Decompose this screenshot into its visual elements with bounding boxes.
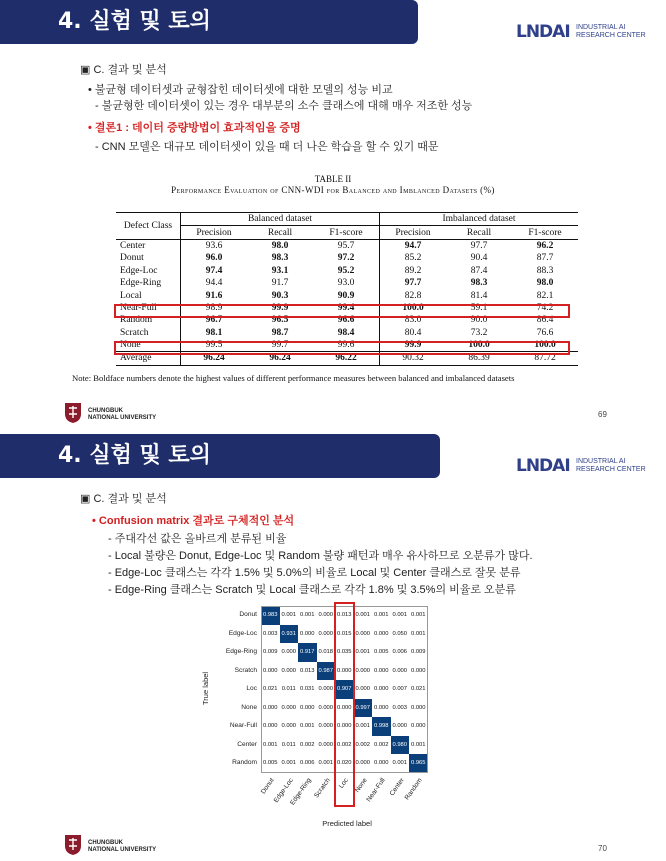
defect-class-cell: Donut xyxy=(116,252,181,264)
value-cell: 98.3 xyxy=(470,278,488,289)
value-cell: 98.0 xyxy=(271,240,289,251)
value-cell: 90.9 xyxy=(313,289,380,301)
matrix-cell: 0.000 xyxy=(261,662,280,681)
value-cell: 82.8 xyxy=(404,290,422,301)
matrix-cell: 0.000 xyxy=(317,699,336,718)
column-label: Center xyxy=(388,776,406,797)
matrix-cell: 0.980 xyxy=(391,736,410,755)
matrix-cell: 0.050 xyxy=(391,625,410,644)
value-cell: 91.6 xyxy=(205,290,223,301)
matrix-cell: 0.001 xyxy=(280,606,299,625)
matrix-cell: 0.000 xyxy=(335,662,354,681)
value-cell: 98.0 xyxy=(536,278,554,289)
defect-class-cell: Edge-Loc xyxy=(116,265,181,277)
matrix-cell: 0.002 xyxy=(372,736,391,755)
university-name-line2: NATIONAL UNIVERSITY xyxy=(88,415,157,421)
y-axis-label: True label xyxy=(201,672,210,706)
value-cell: 96.5 xyxy=(271,315,289,326)
matrix-cell: 0.001 xyxy=(317,754,336,773)
matrix-cell: 0.018 xyxy=(317,643,336,662)
value-cell: 97.7 xyxy=(470,240,488,251)
slide-70 xyxy=(0,430,666,860)
value-cell: 95.7 xyxy=(313,239,380,252)
value-cell: 87.4 xyxy=(470,265,488,276)
matrix-cell: 0.000 xyxy=(372,754,391,773)
value-cell: 96.24 xyxy=(269,353,291,364)
matrix-cell: 0.000 xyxy=(317,625,336,644)
matrix-cell: 0.000 xyxy=(317,717,336,736)
matrix-cell: 0.000 xyxy=(354,625,373,644)
value-cell: 89.2 xyxy=(404,265,422,276)
matrix-cell: 0.931 xyxy=(280,625,299,644)
matrix-cell: 0.997 xyxy=(354,699,373,718)
sub-bullet-1: - 주대각선 값은 올바르게 분류된 비율 xyxy=(108,533,287,545)
highlighted-column-box xyxy=(334,602,355,807)
value-cell: 87.72 xyxy=(534,353,556,364)
matrix-cell: 0.003 xyxy=(261,625,280,644)
value-cell: 82.1 xyxy=(536,290,554,301)
column-label: Donut xyxy=(260,776,276,795)
matrix-cell: 0.000 xyxy=(280,699,299,718)
matrix-cell: 0.000 xyxy=(261,717,280,736)
highlight-near-full-row xyxy=(114,304,570,318)
defect-class-cell: Local xyxy=(116,289,181,301)
value-cell: 90.3 xyxy=(271,290,289,301)
matrix-cell: 0.001 xyxy=(372,606,391,625)
matrix-cell: 0.000 xyxy=(409,717,428,736)
defect-class-cell: None xyxy=(116,339,181,352)
header-f1: F1-score xyxy=(528,227,562,238)
matrix-cell: 0.013 xyxy=(298,662,317,681)
value-cell: 73.2 xyxy=(470,327,488,338)
matrix-cell: 0.006 xyxy=(298,754,317,773)
slide-title: 4. 실험 및 토의 xyxy=(0,434,440,478)
sub-bullet-1: - 불균형한 데이터셋이 있는 경우 대부분의 소수 클래스에 대해 매우 저조한 성능 xyxy=(95,100,473,112)
matrix-cell: 0.035 xyxy=(335,643,354,662)
logo-line2: RESEARCH CENTER xyxy=(576,32,646,39)
confusion-bullet: • Confusion matrix 결과로 구체적인 분석 xyxy=(92,515,295,527)
row-label: Edge-Ring xyxy=(225,648,257,655)
value-cell: 100.0 xyxy=(468,340,490,351)
matrix-cell: 0.000 xyxy=(298,699,317,718)
value-cell: 83.0 xyxy=(404,315,422,326)
header-balanced: Balanced dataset xyxy=(181,213,380,226)
table-row xyxy=(116,289,578,301)
section-heading: ▣ C. 결과 및 분석 xyxy=(80,64,167,76)
value-cell: 98.3 xyxy=(271,253,289,264)
sub-bullet-2: - Local 불량은 Donut, Edge-Loc 및 Random 불량 패턴과 매우 유사하므로 오분류가 많다. xyxy=(108,550,533,562)
matrix-cell: 0.000 xyxy=(391,662,410,681)
matrix-cell: 0.001 xyxy=(354,643,373,662)
matrix-cell: 0.000 xyxy=(372,680,391,699)
row-label: Scratch xyxy=(234,666,257,674)
university-shield-icon xyxy=(64,834,82,856)
matrix-cell: 0.987 xyxy=(317,662,336,681)
university-shield-icon xyxy=(64,402,82,424)
row-label: Loc xyxy=(246,685,257,692)
matrix-cell: 0.013 xyxy=(335,606,354,625)
defect-class-cell: Average xyxy=(116,352,181,365)
sub-bullet-2: - CNN 모델은 대규모 데이터셋이 있을 때 더 나은 학습을 할 수 있기 때문 xyxy=(95,141,439,153)
value-cell: 88.3 xyxy=(536,265,554,276)
value-cell: 81.4 xyxy=(470,290,488,301)
defect-class-cell: Center xyxy=(116,239,181,252)
highlight-none-row xyxy=(114,341,570,355)
row-label: Random xyxy=(232,759,257,766)
logo-line1: INDUSTRIAL AI xyxy=(576,458,626,465)
row-label: Center xyxy=(237,740,257,748)
matrix-cell: 0.000 xyxy=(409,662,428,681)
value-cell: 99.9 xyxy=(404,340,422,351)
value-cell: 97.7 xyxy=(404,278,422,289)
matrix-cell: 0.009 xyxy=(409,643,428,662)
header-f1: F1-score xyxy=(313,226,380,239)
value-cell: 76.6 xyxy=(536,327,554,338)
header-precision: Precision xyxy=(395,227,431,238)
confusion-matrix xyxy=(201,606,449,856)
header-precision: Precision xyxy=(196,227,232,238)
value-cell: 96.2 xyxy=(536,240,554,251)
value-cell: 90.0 xyxy=(470,315,488,326)
matrix-cell: 0.015 xyxy=(335,625,354,644)
matrix-cell: 0.001 xyxy=(409,625,428,644)
value-cell: 96.7 xyxy=(205,315,223,326)
matrix-cell: 0.000 xyxy=(372,662,391,681)
defect-class-cell: Edge-Ring xyxy=(116,277,181,289)
value-cell: 86.39 xyxy=(468,353,490,364)
value-cell: 100.0 xyxy=(534,340,556,351)
conclusion-bullet: • 결론1 : 데이터 증량방법이 효과적임을 증명 xyxy=(88,122,301,134)
matrix-cell: 0.020 xyxy=(335,754,354,773)
logo-mark: LNDAI xyxy=(516,22,570,42)
value-cell: 90.32 xyxy=(402,353,424,364)
matrix-cell: 0.000 xyxy=(391,717,410,736)
matrix-cell: 0.998 xyxy=(372,717,391,736)
defect-class-cell: Random xyxy=(116,314,181,326)
logo-line1: INDUSTRIAL AI xyxy=(576,24,626,31)
column-label: None xyxy=(353,776,369,794)
value-cell: 99.4 xyxy=(313,302,380,314)
matrix-cell: 0.000 xyxy=(409,699,428,718)
matrix-cell: 0.000 xyxy=(354,662,373,681)
value-cell: 90.4 xyxy=(470,253,488,264)
value-cell: 93.6 xyxy=(205,240,223,251)
value-cell: 93.1 xyxy=(271,265,289,276)
value-cell: 96.0 xyxy=(205,253,223,264)
row-label: Donut xyxy=(239,611,257,618)
matrix-cell: 0.000 xyxy=(280,717,299,736)
table-row xyxy=(116,277,578,289)
table-row xyxy=(116,327,578,339)
value-cell: 99.7 xyxy=(271,340,289,351)
row-label: Near-Full xyxy=(229,722,257,729)
matrix-cell: 0.011 xyxy=(280,736,299,755)
logo-mark: LNDAI xyxy=(516,456,570,476)
matrix-cell: 0.001 xyxy=(391,754,410,773)
matrix-cell: 0.009 xyxy=(261,643,280,662)
matrix-cell: 0.907 xyxy=(335,680,354,699)
sub-bullet-3: - Edge-Loc 클래스는 각각 1.5% 및 5.0%의 비율로 Local 및 Center 클래스로 잘못 분류 xyxy=(108,567,521,579)
table-note: Note: Boldface numbers denote the highest values of different performance measures between balanced and imbalanced datasets xyxy=(72,373,515,383)
table-row xyxy=(116,239,578,252)
matrix-cell: 0.000 xyxy=(372,625,391,644)
matrix-cell: 0.001 xyxy=(354,717,373,736)
matrix-cell: 0.001 xyxy=(354,606,373,625)
university-name-line1: CHUNGBUK xyxy=(88,408,123,414)
table-row xyxy=(116,252,578,264)
matrix-cell: 0.000 xyxy=(335,717,354,736)
matrix-cell: 0.001 xyxy=(298,717,317,736)
matrix-cell: 0.031 xyxy=(298,680,317,699)
logo-line2: RESEARCH CENTER xyxy=(576,466,646,473)
matrix-cell: 0.000 xyxy=(298,625,317,644)
matrix-cell: 0.917 xyxy=(298,643,317,662)
matrix-cell: 0.002 xyxy=(298,736,317,755)
table-caption: Performance Evaluation of CNN-WDI for Balanced and Imblanced Datasets (%) xyxy=(171,185,495,195)
matrix-cell: 0.007 xyxy=(391,680,410,699)
value-cell: 98.9 xyxy=(205,302,223,313)
value-cell: 99.6 xyxy=(313,339,380,352)
value-cell: 86.4 xyxy=(536,315,554,326)
x-axis-label: Predicted label xyxy=(322,818,372,828)
matrix-cell: 0.001 xyxy=(298,606,317,625)
slide-title: 4. 실험 및 토의 xyxy=(0,0,418,44)
defect-class-cell: Scratch xyxy=(116,327,181,339)
value-cell: 93.0 xyxy=(313,277,380,289)
matrix-cell: 0.001 xyxy=(261,736,280,755)
matrix-cell: 0.006 xyxy=(391,643,410,662)
column-label: Edge-Ring xyxy=(289,776,313,807)
sub-bullet-4: - Edge-Ring 클래스는 Scratch 및 Local 클래스로 각각 1.8% 및 3.5%의 비율로 오분류 xyxy=(108,584,516,596)
matrix-cell: 0.000 xyxy=(317,606,336,625)
matrix-cell: 0.001 xyxy=(280,754,299,773)
table-row xyxy=(116,265,578,277)
value-cell: 87.7 xyxy=(536,253,554,264)
column-label: Loc xyxy=(338,776,350,790)
university-name-line2: NATIONAL UNIVERSITY xyxy=(88,847,157,853)
matrix-cell: 0.001 xyxy=(409,606,428,625)
matrix-cell: 0.000 xyxy=(335,699,354,718)
header-recall: Recall xyxy=(267,227,293,238)
value-cell: 99.5 xyxy=(205,340,223,351)
value-cell: 74.2 xyxy=(536,302,554,313)
header-defect-class: Defect Class xyxy=(116,213,181,240)
matrix-cell: 0.001 xyxy=(409,736,428,755)
table-label: TABLE II xyxy=(314,174,352,184)
matrix-cell: 0.002 xyxy=(335,736,354,755)
university-name xyxy=(88,408,156,422)
value-cell: 80.4 xyxy=(404,327,422,338)
matrix-cell: 0.965 xyxy=(409,754,428,773)
header-imbalanced: Imbalanced dataset xyxy=(380,213,579,226)
page-number: 69 xyxy=(598,410,607,419)
matrix-cell: 0.021 xyxy=(261,680,280,699)
matrix-cell: 0.000 xyxy=(354,680,373,699)
matrix-cell: 0.011 xyxy=(280,680,299,699)
matrix-cell: 0.000 xyxy=(280,662,299,681)
column-label: Edge-Loc xyxy=(272,776,295,804)
value-cell: 96.24 xyxy=(203,353,225,364)
matrix-cell: 0.002 xyxy=(354,736,373,755)
value-cell: 99.9 xyxy=(271,302,289,313)
matrix-cell: 0.000 xyxy=(261,699,280,718)
row-label: None xyxy=(241,703,257,711)
column-label: Near-Full xyxy=(365,776,387,803)
matrix-cell: 0.001 xyxy=(391,606,410,625)
value-cell: 97.2 xyxy=(313,252,380,264)
matrix-cell: 0.000 xyxy=(354,754,373,773)
value-cell: 94.4 xyxy=(205,278,223,289)
matrix-cell: 0.000 xyxy=(317,680,336,699)
bullet-1: • 불균형 데이터셋과 균형잡힌 데이터셋에 대한 모델의 성능 비교 xyxy=(88,84,393,96)
value-cell: 96.6 xyxy=(313,314,380,326)
matrix-cell: 0.005 xyxy=(261,754,280,773)
matrix-cell: 0.000 xyxy=(317,736,336,755)
value-cell: 98.1 xyxy=(205,327,223,338)
value-cell: 85.2 xyxy=(404,253,422,264)
value-cell: 94.7 xyxy=(404,240,422,251)
university-name xyxy=(88,840,156,854)
value-cell: 100.0 xyxy=(402,302,424,313)
page-number: 70 xyxy=(598,844,607,853)
value-cell: 95.2 xyxy=(313,265,380,277)
slide-69 xyxy=(0,0,666,430)
matrix-cell: 0.005 xyxy=(372,643,391,662)
header-recall: Recall xyxy=(466,227,492,238)
value-cell: 96.22 xyxy=(313,352,380,365)
university-name-line1: CHUNGBUK xyxy=(88,840,123,846)
matrix-cell: 0.000 xyxy=(372,699,391,718)
column-label: Random xyxy=(403,776,424,801)
matrix-cell: 0.000 xyxy=(280,643,299,662)
matrix-cell: 0.983 xyxy=(261,606,280,625)
defect-class-cell: Near-Full xyxy=(116,302,181,314)
section-heading: ▣ C. 결과 및 분석 xyxy=(80,493,167,505)
value-cell: 98.4 xyxy=(313,327,380,339)
column-label: Scratch xyxy=(312,776,332,799)
value-cell: 91.7 xyxy=(271,278,289,289)
matrix-cell: 0.021 xyxy=(409,680,428,699)
matrix-cell: 0.003 xyxy=(391,699,410,718)
value-cell: 59.1 xyxy=(470,302,488,313)
value-cell: 98.7 xyxy=(271,327,289,338)
row-label: Edge-Loc xyxy=(228,629,257,637)
value-cell: 97.4 xyxy=(205,265,223,276)
